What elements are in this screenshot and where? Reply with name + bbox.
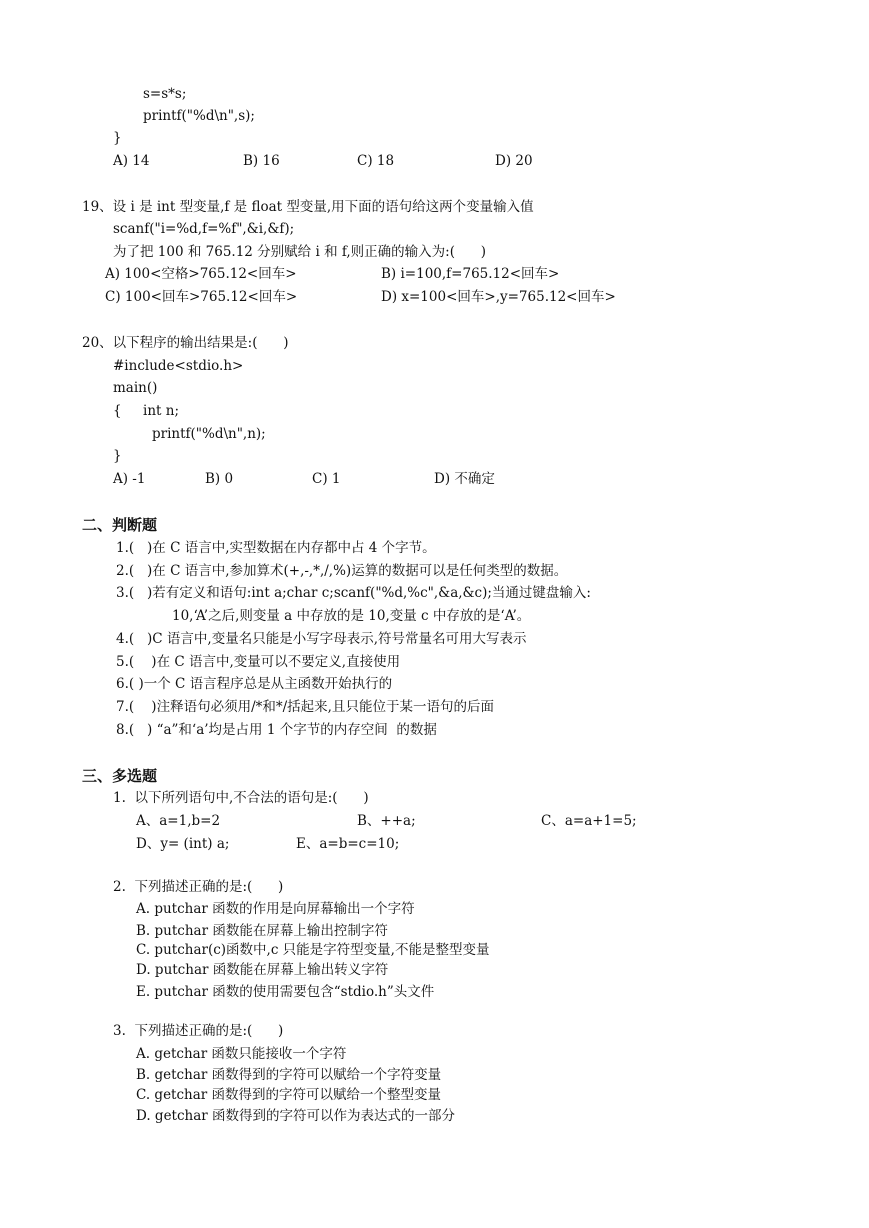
option-c: C) 100<回车>765.12<回车> <box>105 289 298 305</box>
option-a: A) -1 <box>113 471 146 487</box>
judge-item: 3.( )若有定义和语句:int a;char c;scanf("%d,%c",&a,&c);当通过键盘输入: <box>116 585 591 601</box>
code-line: { int n; <box>113 403 180 419</box>
option-a: A、a=1,b=2 <box>136 813 221 829</box>
judge-item: 6.( )一个 C 语言程序总是从主函数开始执行的 <box>116 676 393 692</box>
option: A. getchar 函数只能接收一个字符 <box>136 1046 347 1062</box>
code-line: s=s*s; <box>143 86 187 102</box>
code-line: printf("%d\n",n); <box>152 426 266 442</box>
section-title: 三、多选题 <box>82 767 158 785</box>
code-line: #include<stdio.h> <box>113 358 244 374</box>
section-title: 二、判断题 <box>82 516 158 534</box>
option: D. putchar 函数能在屏幕上输出转义字符 <box>136 962 389 978</box>
question-stem: 1. 以下所列语句中,不合法的语句是:( ) <box>113 790 369 806</box>
question-stem: 3. 下列描述正确的是:( ) <box>113 1023 284 1039</box>
option: C. putchar(c)函数中,c 只能是字符型变量,不能是整型变量 <box>136 942 490 958</box>
option: E. putchar 函数的使用需要包含“stdio.h”头文件 <box>136 984 435 1000</box>
option-d: D) 不确定 <box>434 471 495 487</box>
option: C. getchar 函数得到的字符可以赋给一个整型变量 <box>136 1087 442 1103</box>
judge-item-continued: 10,‘A’之后,则变量 a 中存放的是 10,变量 c 中存放的是‘A’。 <box>172 608 531 624</box>
option-b: B、++a; <box>357 813 416 829</box>
option: D. getchar 函数得到的字符可以作为表达式的一部分 <box>136 1108 456 1124</box>
option-a: A) 14 <box>113 153 150 169</box>
code-line: } <box>113 448 122 464</box>
option-b: B) 16 <box>243 153 280 169</box>
option-d: D) 20 <box>495 153 533 169</box>
option: B. getchar 函数得到的字符可以赋给一个字符变量 <box>136 1067 442 1083</box>
option-c: C) 18 <box>357 153 395 169</box>
judge-item: 8.( ) “a”和‘a’均是占用 1 个字节的内存空间 的数据 <box>116 722 437 738</box>
code-line: printf("%d\n",s); <box>143 108 255 124</box>
option-c: C) 1 <box>312 471 341 487</box>
option-c: C、a=a+1=5; <box>541 813 637 829</box>
judge-item: 2.( )在 C 语言中,参加算术(+,-,*,/,%)运算的数据可以是任何类型的数据。 <box>116 563 568 579</box>
option-b: B) 0 <box>205 471 234 487</box>
option: B. putchar 函数能在屏幕上输出控制字符 <box>136 923 388 939</box>
option-e: E、a=b=c=10; <box>296 836 400 852</box>
judge-item: 1.( )在 C 语言中,实型数据在内存都中占 4 个字节。 <box>116 540 436 556</box>
judge-item: 5.( )在 C 语言中,变量可以不要定义,直接使用 <box>116 654 401 670</box>
option-d: D) x=100<回车>,y=765.12<回车> <box>381 289 616 305</box>
option-a: A) 100<空格>765.12<回车> <box>105 266 297 282</box>
judge-item: 4.( )C 语言中,变量名只能是小写字母表示,符号常量名可用大写表示 <box>116 631 527 647</box>
question-prompt: 为了把 100 和 765.12 分别赋给 i 和 f,则正确的输入为:( ) <box>113 244 486 260</box>
question-stem: 20、以下程序的输出结果是:( ) <box>82 335 289 351</box>
option-b: B) i=100,f=765.12<回车> <box>381 266 560 282</box>
option: A. putchar 函数的作用是向屏幕输出一个字符 <box>136 901 415 917</box>
judge-item: 7.( )注释语句必须用/*和*/括起来,且只能位于某一语句的后面 <box>116 699 494 715</box>
code-line: main() <box>113 380 158 396</box>
question-stem: 19、设 i 是 int 型变量,f 是 float 型变量,用下面的语句给这两个变量输入值 <box>82 199 534 215</box>
code-line: scanf("i=%d,f=%f",&i,&f); <box>113 221 295 237</box>
option-d: D、y= (int) a; <box>136 836 230 852</box>
code-line: } <box>113 130 122 146</box>
question-stem: 2. 下列描述正确的是:( ) <box>113 879 284 895</box>
